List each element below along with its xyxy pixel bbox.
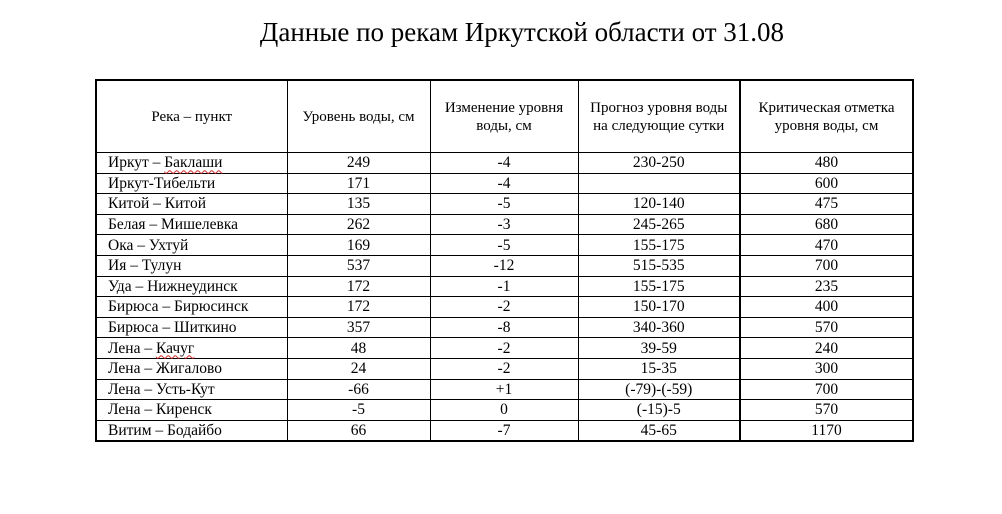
table-row <box>96 235 913 256</box>
river-point-label: Витим – Бодайбо <box>108 422 222 440</box>
table-row <box>96 214 913 235</box>
river-point-cell <box>96 255 287 276</box>
river-point-label: Лена – Киренск <box>108 401 212 419</box>
critical-level-cell: 1170 <box>740 420 913 441</box>
level-change-cell: -7 <box>430 420 578 441</box>
water-level-cell: 172 <box>287 276 430 297</box>
forecast-cell: 245-265 <box>578 214 740 235</box>
level-change-cell: -5 <box>430 194 578 215</box>
water-level-cell: 262 <box>287 214 430 235</box>
river-point-label: Китой – Китой <box>108 195 206 213</box>
water-level-cell: 249 <box>287 153 430 174</box>
critical-level-cell: 235 <box>740 276 913 297</box>
forecast-cell: 39-59 <box>578 338 740 359</box>
table-row <box>96 338 913 359</box>
forecast-cell: 515-535 <box>578 255 740 276</box>
critical-level-cell: 570 <box>740 317 913 338</box>
forecast-cell <box>578 173 740 194</box>
forecast-cell: 155-175 <box>578 235 740 256</box>
level-change-cell: -5 <box>430 235 578 256</box>
river-point-cell <box>96 338 287 359</box>
river-point-spellcheck-word: Качуг <box>155 339 195 357</box>
table-row <box>96 297 913 318</box>
river-point-cell <box>96 153 287 174</box>
table-row <box>96 173 913 194</box>
critical-level-cell: 400 <box>740 297 913 318</box>
header-forecast: Прогноз уровня воды на следующие сутки <box>578 80 740 153</box>
forecast-cell: 120-140 <box>578 194 740 215</box>
level-change-cell: -4 <box>430 173 578 194</box>
table-row <box>96 255 913 276</box>
table-row <box>96 358 913 379</box>
table-header-row <box>96 80 913 153</box>
river-point-spellcheck-word: Баклаши <box>164 154 223 172</box>
table-row <box>96 153 913 174</box>
water-level-cell: 357 <box>287 317 430 338</box>
river-point-label: Иркут-Тибельти <box>108 174 216 192</box>
level-change-cell: -12 <box>430 255 578 276</box>
critical-level-cell: 700 <box>740 379 913 400</box>
river-point-label: Белая – Мишелевка <box>108 216 239 234</box>
header-river: Река – пункт <box>96 80 287 153</box>
table-row <box>96 379 913 400</box>
river-point-cell <box>96 297 287 318</box>
critical-level-cell: 600 <box>740 173 913 194</box>
river-point-cell <box>96 214 287 235</box>
river-point-label: Лена – Жигалово <box>108 360 222 378</box>
document-title: Данные по рекам Иркутской области от 31.08 <box>259 17 785 47</box>
header-critical: Критическая отметка уровня воды, см <box>740 80 913 153</box>
river-point-cell <box>96 194 287 215</box>
table-row <box>96 317 913 338</box>
forecast-cell: 150-170 <box>578 297 740 318</box>
water-level-cell: 24 <box>287 358 430 379</box>
water-level-cell: 169 <box>287 235 430 256</box>
critical-level-cell: 680 <box>740 214 913 235</box>
level-change-cell: -8 <box>430 317 578 338</box>
critical-level-cell: 300 <box>740 358 913 379</box>
level-change-cell: +1 <box>430 379 578 400</box>
river-point-cell <box>96 420 287 441</box>
river-point-cell <box>96 235 287 256</box>
river-point-cell <box>96 358 287 379</box>
level-change-cell: -4 <box>430 153 578 174</box>
forecast-cell: (-79)-(-59) <box>578 379 740 400</box>
level-change-cell: 0 <box>430 400 578 421</box>
forecast-cell: 45-65 <box>578 420 740 441</box>
critical-level-cell: 240 <box>740 338 913 359</box>
river-point-label: Лена – <box>108 339 156 357</box>
river-level-table <box>95 79 914 442</box>
header-change: Изменение уровня воды, см <box>430 80 578 153</box>
level-change-cell: -3 <box>430 214 578 235</box>
critical-level-cell: 570 <box>740 400 913 421</box>
table-row <box>96 194 913 215</box>
forecast-cell: 340-360 <box>578 317 740 338</box>
level-change-cell: -2 <box>430 297 578 318</box>
forecast-cell: 15-35 <box>578 358 740 379</box>
river-point-cell <box>96 317 287 338</box>
river-point-cell <box>96 276 287 297</box>
river-point-cell <box>96 379 287 400</box>
forecast-cell: 155-175 <box>578 276 740 297</box>
critical-level-cell: 480 <box>740 153 913 174</box>
water-level-cell: 66 <box>287 420 430 441</box>
level-change-cell: -1 <box>430 276 578 297</box>
water-level-cell: 172 <box>287 297 430 318</box>
critical-level-cell: 700 <box>740 255 913 276</box>
critical-level-cell: 475 <box>740 194 913 215</box>
water-level-cell: 48 <box>287 338 430 359</box>
level-change-cell: -2 <box>430 358 578 379</box>
water-level-cell: -66 <box>287 379 430 400</box>
table-row <box>96 400 913 421</box>
river-point-label: Иркут – <box>108 154 165 172</box>
table-row <box>96 276 913 297</box>
river-point-cell <box>96 400 287 421</box>
header-level: Уровень воды, см <box>287 80 430 153</box>
table-row <box>96 420 913 441</box>
river-point-cell <box>96 173 287 194</box>
table-body <box>96 153 913 442</box>
critical-level-cell: 470 <box>740 235 913 256</box>
river-point-label: Бирюса – Шиткино <box>108 319 237 337</box>
river-point-label: Бирюса – Бирюсинск <box>108 298 249 316</box>
river-point-label: Уда – Нижнеудинск <box>108 277 238 295</box>
level-change-cell: -2 <box>430 338 578 359</box>
water-level-cell: 135 <box>287 194 430 215</box>
river-point-label: Ия – Тулун <box>108 257 182 275</box>
forecast-cell: (-15)-5 <box>578 400 740 421</box>
water-level-cell: 171 <box>287 173 430 194</box>
water-level-cell: 537 <box>287 255 430 276</box>
river-point-label: Ока – Ухтуй <box>108 236 189 254</box>
river-point-label: Лена – Усть-Кут <box>108 380 215 398</box>
water-level-cell: -5 <box>287 400 430 421</box>
forecast-cell: 230-250 <box>578 153 740 174</box>
